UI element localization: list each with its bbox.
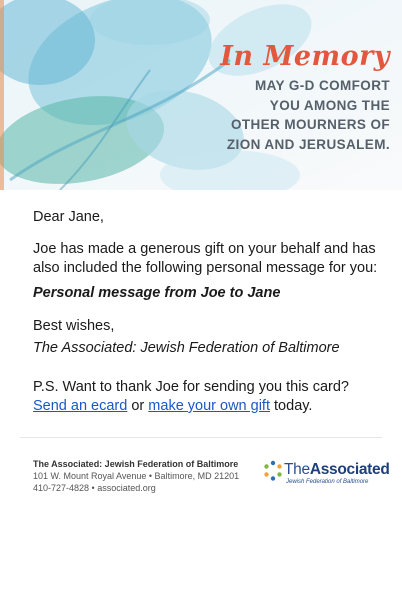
- subtitle-line: YOU AMONG THE: [269, 97, 390, 113]
- header-heading: [220, 42, 390, 154]
- footer-address: [33, 458, 239, 494]
- divider: [20, 437, 382, 438]
- logo-the: The: [284, 461, 310, 478]
- star-mark-icon: [262, 460, 284, 482]
- subtitle-line: OTHER MOURNERS OF: [230, 117, 390, 132]
- intro-text: Joe has made a generous gift on your behalf and has also included the following personal message for you:: [33, 241, 378, 276]
- logo-wordmark: [284, 461, 390, 479]
- personal-message: Personal message from Joe to Jane: [33, 285, 281, 301]
- send-ecard-link[interactable]: Send an ecard: [33, 398, 128, 414]
- footer-org-name: The Associated: Jewish Federation of Baltimore: [33, 459, 239, 469]
- subtitle-line: ZION AND JERUSALEM.: [226, 136, 390, 152]
- associated-logo: [262, 460, 390, 490]
- postscript: [33, 378, 383, 416]
- logo-name: Associated: [309, 461, 390, 478]
- ps-or: or: [131, 398, 145, 414]
- subtitle-line: MAY G-D COMFORT: [254, 78, 390, 93]
- make-gift-link[interactable]: make your own gift: [148, 398, 270, 414]
- signature: The Associated: Jewish Federation of Baltimore: [33, 340, 340, 356]
- greeting: Dear Jane,: [33, 209, 104, 225]
- logo-tagline: Jewish Federation of Baltimore: [286, 479, 369, 485]
- card-header: [0, 0, 402, 190]
- header-subtitle: [220, 76, 390, 154]
- footer-contact: 410-727-4828 • associated.org: [33, 483, 156, 493]
- ps-prefix: P.S. Want to thank Joe for sending you this card?: [33, 379, 349, 395]
- footer-address-line: 101 W. Mount Royal Avenue • Baltimore, MD 21201: [33, 471, 240, 481]
- ps-suffix: today.: [274, 398, 313, 414]
- in-memory-title: In Memory: [220, 41, 390, 72]
- closing: Best wishes,: [33, 318, 115, 334]
